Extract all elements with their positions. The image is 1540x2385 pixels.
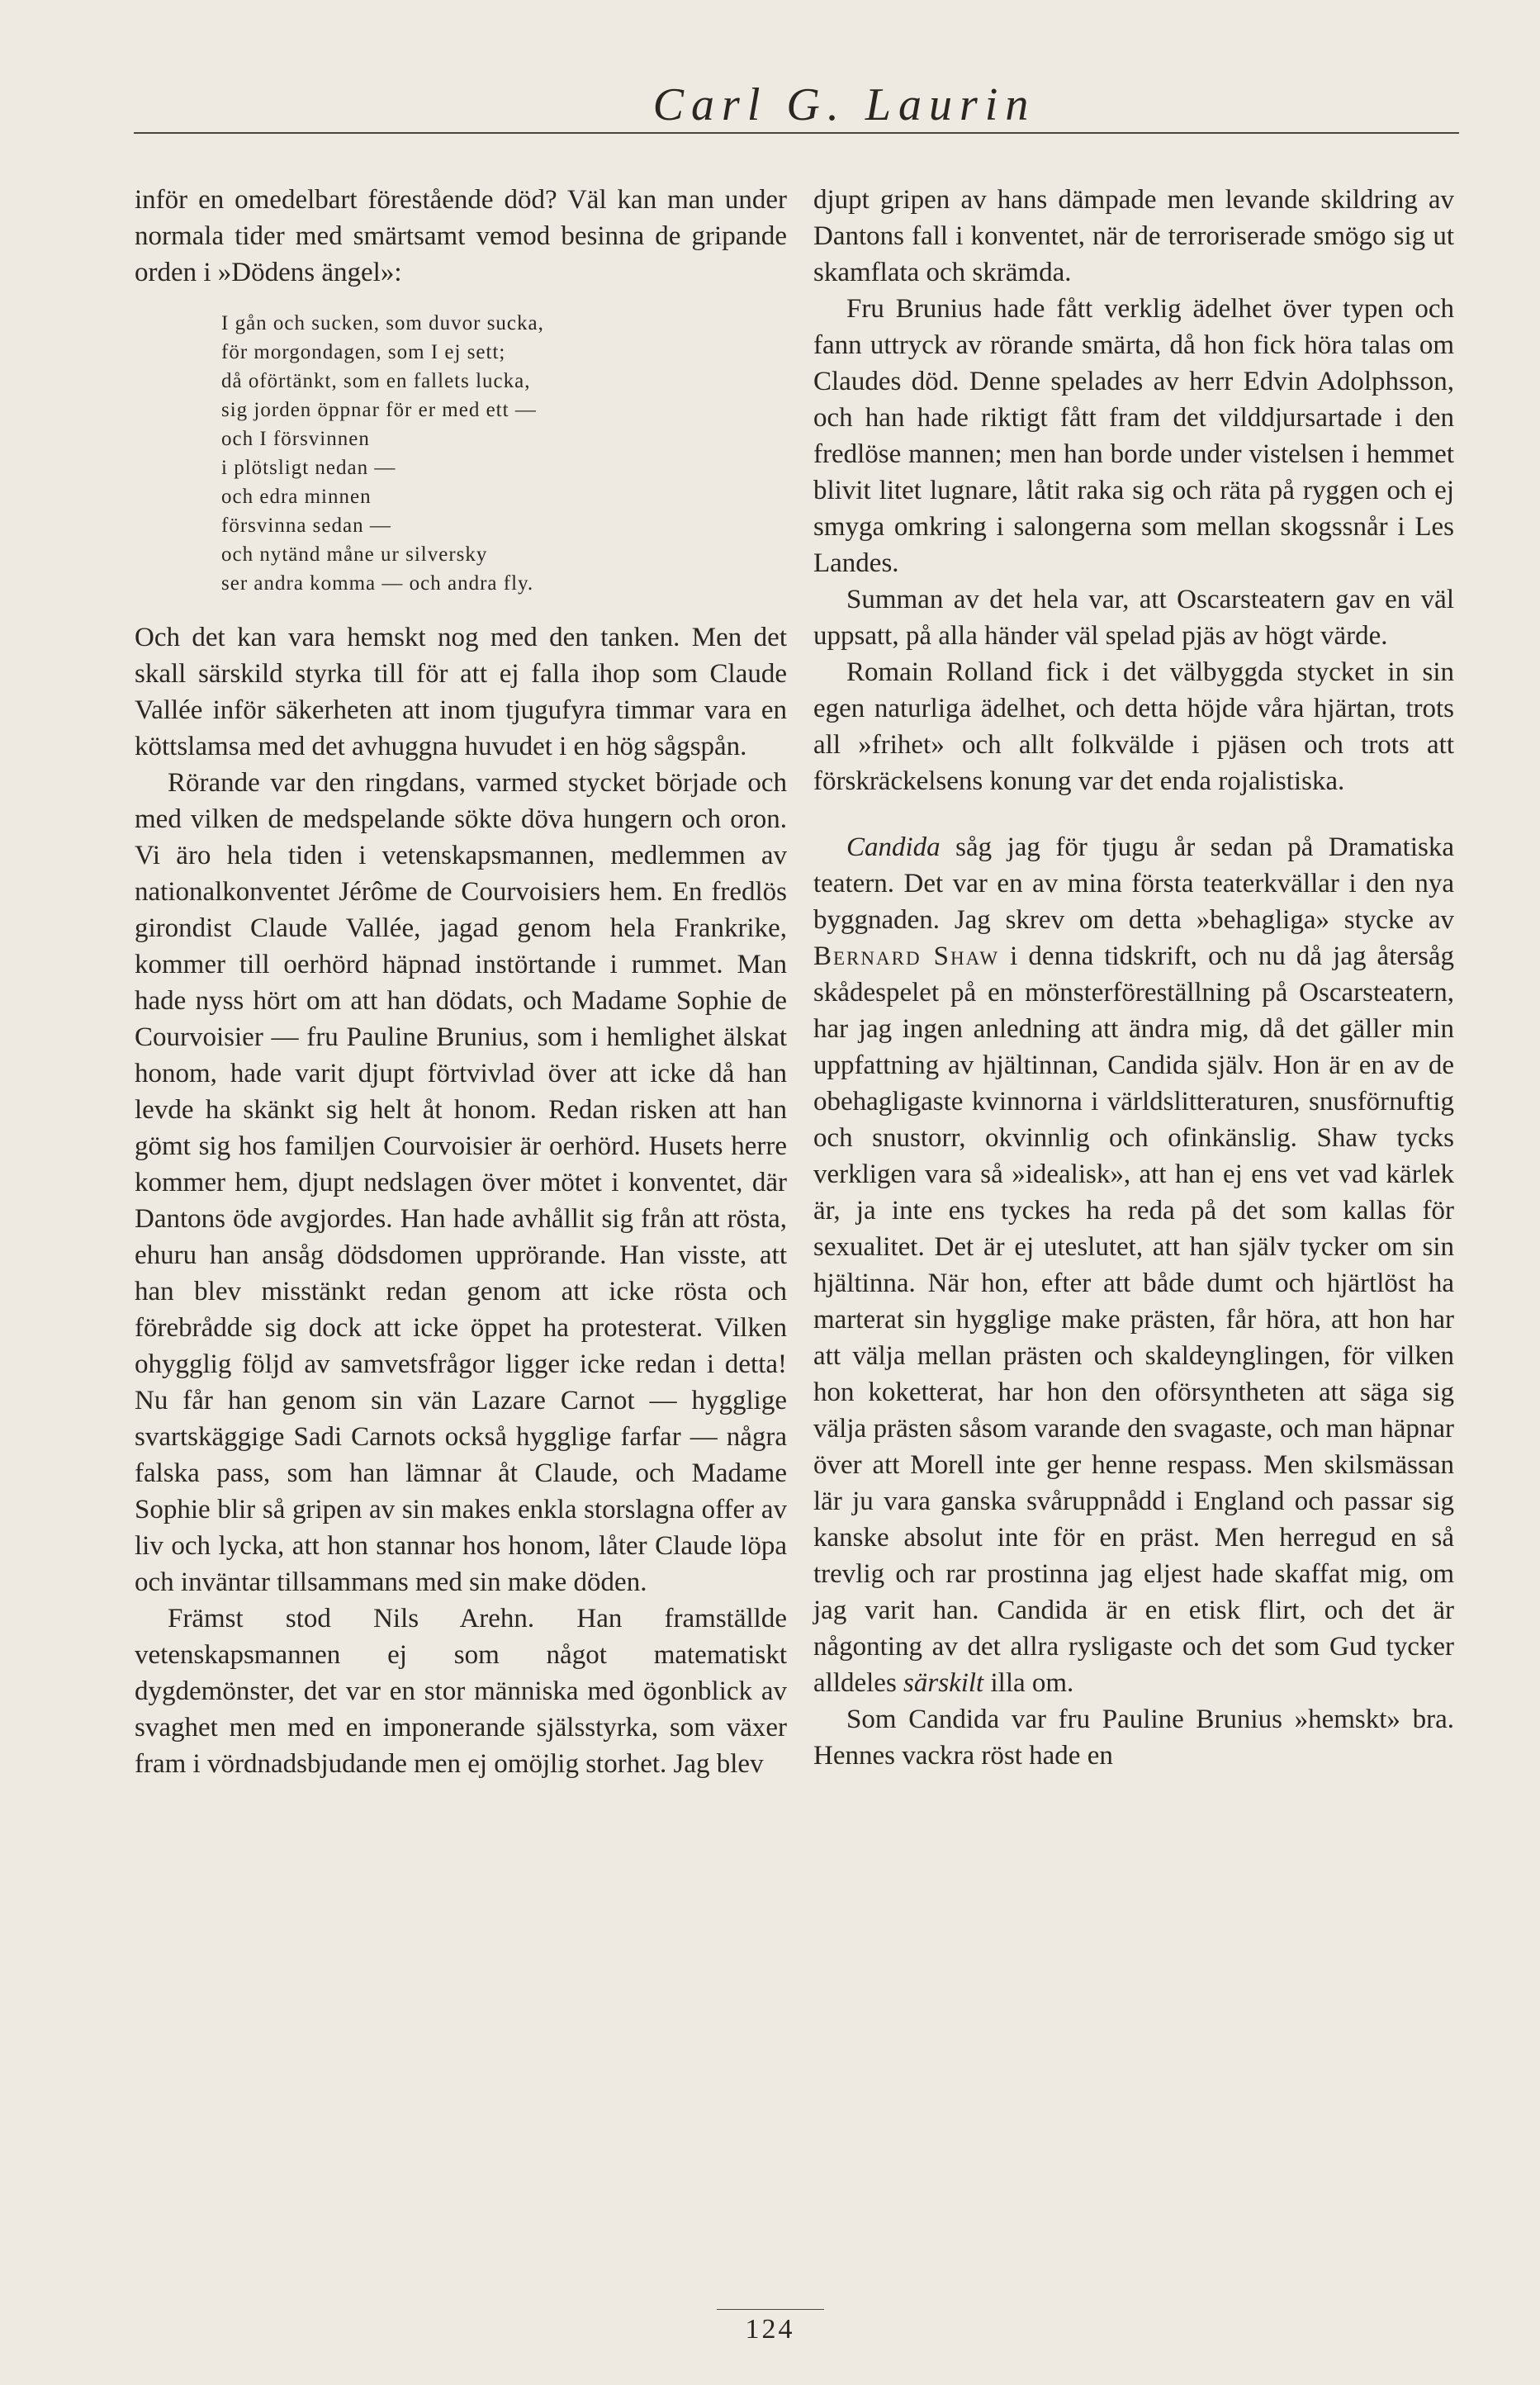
page-number-text: 124 [745, 2314, 795, 2345]
right-column [813, 182, 1454, 1774]
candida-paragraph [813, 829, 1454, 1701]
poem-line: i plötsligt nedan — [221, 457, 396, 479]
footer-rule [717, 2309, 824, 2310]
paragraph: Som Candida var fru Pauline Brunius »hemskt» bra. Hennes vackra röst hade en [813, 1705, 1454, 1771]
poem-line: I gån och sucken, som duvor sucka, [221, 312, 544, 334]
poem-line: och edra minnen [221, 486, 372, 508]
poem-line: ser andra komma — och andra fly. [221, 572, 534, 595]
emphasis: särskilt [903, 1668, 984, 1698]
page-number [0, 2314, 1540, 2345]
paragraph-text: illa om. [983, 1668, 1074, 1698]
paragraph: Och det kan vara hemskt nog med den tanken. Men det skall särskild styrka till för att ej falla ihop som Claude Vallée inför säkerheten att inom tjugufyra timmar vara en köttslamsa med det avhuggna huvudet i en hög sågspån. [135, 623, 787, 761]
paragraph: Rörande var den ringdans, varmed stycket började och med vilken de medspelande sökte döva hungern och oron. Vi äro hela tiden i vetenskapsmannen, medlemmen av nationalkonventet Jérôme de Courvoisiers hem. En fredlös girondist Claude Vallée, jagad genom hela Frankrike, kommer till oerhörd häpnad instörtande i rummet. Man hade nyss hört om att han dödats, och Madame Sophie de Courvoisier — fru Pauline Brunius, som i hemlighet älskat honom, hade varit djupt förtvivlad över att icke då han levde ha skänkt sig helt åt honom. Redan risken att han gömt sig hos familjen Courvoisier är oerhörd. Husets herre kommer hem, djupt nedslagen över mötet i konventet, där Dantons öde avgjordes. Han hade avhållit sig från att rösta, ehuru han ansåg dödsdomen upprörande. Han visste, att han blev misstänkt redan genom att icke rösta och förebrådde sig dock att icke öppet ha protesterat. Vilken ohygglig följd av samvetsfrågor ligger icke redan i detta! Nu får han genom sin vän Lazare Carnot — hygglige svartskäggige Sadi Carnots också hygglige farfar — några falska pass, som han lämnar åt Claude, och Madame Sophie blir så gripen av sin makes enkla storslagna offer av liv och lycka, att hon stannar hos honom, låter Claude löpa och inväntar tillsammans med sin make döden. [135, 768, 787, 1597]
paragraph: djupt gripen av hans dämpade men levande skildring av Dantons fall i konventet, när de terroriserade smögo sig ut skamflata och skrämda. [813, 185, 1454, 287]
left-column [135, 182, 787, 1782]
paragraph: Främst stod Nils Arehn. Han framställde vetenskapsmannen ej som något matematiskt dygdemönster, det var en stor människa med ögonblick av svaghet men med en imponerande själsstyrka, som växer fram i vördnadsbjudande men ej omöjlig storhet. Jag blev [135, 1604, 787, 1779]
paragraph: Romain Rolland fick i det välbyggda stycket in sin egen naturliga ädelhet, och detta höjde våra hjärtan, trots all »frihet» och allt folkvälde i pjäsen och trots att förskräckelsens konung var det enda rojalistiska. [813, 657, 1454, 796]
header-author-name: Carl G. Laurin [652, 79, 1036, 130]
play-title: Candida [846, 832, 941, 862]
paragraph: Summan av det hela var, att Oscarsteatern gav en väl uppsatt, på alla händer väl spelad pjäs av högt värde. [813, 585, 1454, 651]
poem-line: sig jorden öppnar för er med ett — [221, 399, 537, 421]
poem-line: försvinna sedan — [221, 514, 391, 537]
paragraph-text: såg jag för tjugu år sedan på Dramatiska teatern. Det var en av mina första teaterkvällar i den nya byggnaden. Jag skrev om detta »behagliga» stycke av [813, 832, 1454, 935]
poem-line: för morgondagen, som I ej sett; [221, 341, 506, 363]
header-rule [134, 132, 1459, 134]
poem-line: och I försvinnen [221, 428, 370, 450]
running-header [0, 78, 1540, 131]
poem-quote [221, 309, 787, 598]
paragraph-text: i denna tidskrift, och nu då jag återsåg skådespelet på en mönsterföreställning på Oscarsteatern, har jag ingen anledning att ändra mig, då det gäller min uppfattning av hjältinnan, Candida själv. Hon är en av de obehagligaste kvinnorna i världslitteraturen, snusförnuftig och snustorr, okvinnlig och ofinkänslig. Shaw tycks verkligen vara så »idealisk», att han ej ens vet vad kärlek är, ja inte ens tyckes ha reda på det som kallas för sexualitet. Det är ej uteslutet, att han själv tycker om sin hjältinna. När hon, efter att både dumt och hjärtlöst ha marterat sin hygglige make prästen, får höra, att hon har att välja mellan prästen och skaldeynglingen, för vilken hon koketterat, har hon den oförsyntheten att säga sig välja prästen såsom varande den svagaste, och man häpnar över att Morell inte ger henne respass. Men skilsmässan lär ju vara ganska svåruppnådd i England och passar sig kanske absolut inte för en präst. Men herregud en så trevlig och rar prostinna jag eljest hade skaffat mig, om jag varit han. Candida är en etisk flirt, och det är någonting av det allra rysligaste och det som Gud tycker alldeles [813, 941, 1454, 1698]
paragraph: Fru Brunius hade fått verklig ädelhet över typen och fann uttryck av rörande smärta, då hon fick höra talas om Claudes död. Denne spelades av herr Edvin Adolphsson, och han hade riktigt fått fram det vilddjursartade i den fredlöse mannen; men han borde under vistelsen i hemmet blivit litet lugnare, låtit raka sig och räta på ryggen och ej smyga omkring i salongerna som mellan skogssnår i Les Landes. [813, 294, 1454, 578]
poem-line: då oförtänkt, som en fallets lucka, [221, 370, 531, 392]
poem-line: och nytänd måne ur silversky [221, 543, 488, 566]
intro-paragraph: inför en omedelbart förestående död? Väl kan man under normala tider med smärtsamt vemod besinna de gripande orden i »Dödens ängel»: [135, 185, 787, 287]
author-name: Bernard Shaw [813, 941, 1000, 971]
